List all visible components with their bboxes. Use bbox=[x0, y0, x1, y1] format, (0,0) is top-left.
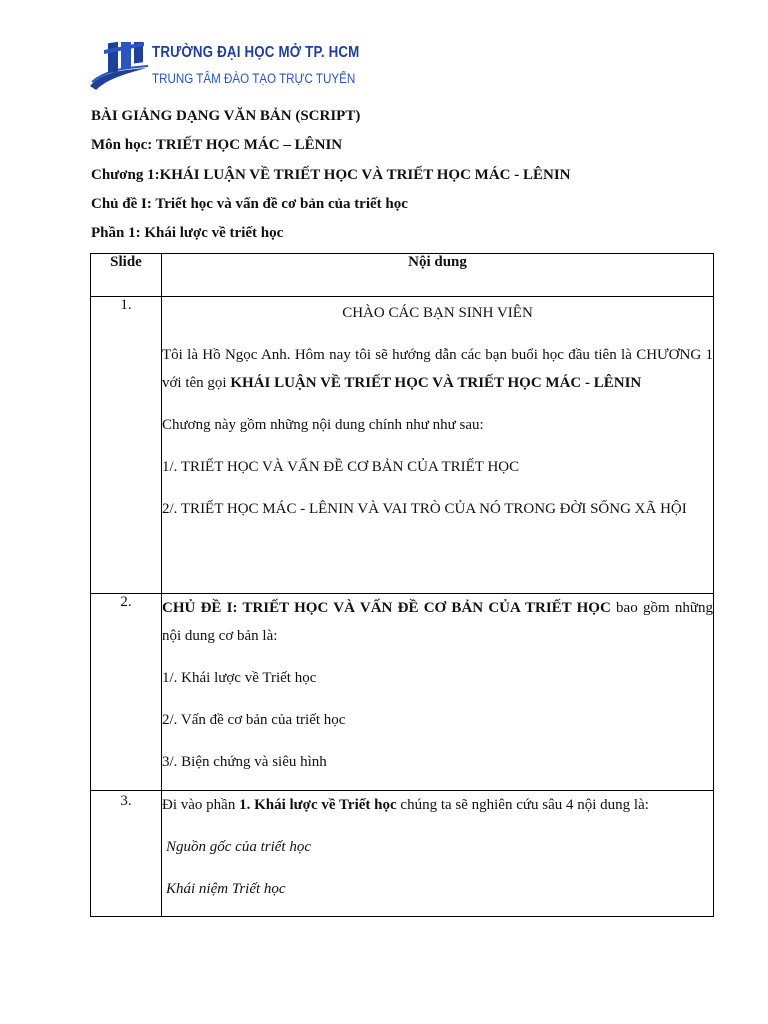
slide-number: 1. bbox=[91, 297, 162, 594]
university-book-icon bbox=[88, 42, 150, 94]
topic-heading: Chủ đề I: Triết học và vấn đề cơ bản của triết học bbox=[91, 196, 408, 212]
logo-center-name: TRUNG TÂM ĐÀO TẠO TRỰC TUYẾN bbox=[152, 71, 356, 86]
slide-content bbox=[162, 594, 714, 791]
part-lead-rest: chúng ta sẽ nghiên cứu sâu 4 nội dung là: bbox=[396, 797, 649, 813]
document-title: BÀI GIẢNG DẠNG VĂN BẢN (SCRIPT) bbox=[91, 108, 361, 124]
part-lead-bold: 1. Khái lược về Triết học bbox=[239, 797, 397, 813]
intro-paragraph bbox=[162, 341, 713, 397]
greeting-text: CHÀO CÁC BẠN SINH VIÊN bbox=[342, 305, 533, 321]
topic-lead-bold: CHỦ ĐỀ I: TRIẾT HỌC VÀ VẤN ĐỀ CƠ BẢN CỦA TRIẾT HỌC bbox=[162, 600, 611, 616]
topic-lead-paragraph bbox=[162, 594, 713, 650]
contents-intro-text: Chương này gồm những nội dung chính như như sau: bbox=[162, 417, 484, 433]
list-item: 1/. Khái lược về Triết học bbox=[162, 670, 317, 686]
topic-lead-text: bao gồm những nội dung cơ bản là: bbox=[162, 600, 713, 644]
column-header-slide: Slide bbox=[91, 254, 162, 297]
logo-university-name: TRƯỜNG ĐẠI HỌC MỞ TP. HCM bbox=[152, 44, 360, 61]
table-row bbox=[91, 594, 714, 791]
script-table bbox=[90, 253, 714, 917]
university-logo bbox=[88, 38, 360, 96]
column-header-content: Nội dung bbox=[162, 254, 714, 297]
chapter-heading: Chương 1:KHÁI LUẬN VỀ TRIẾT HỌC VÀ TRIẾT HỌC MÁC - LÊNIN bbox=[91, 167, 571, 183]
list-item: Khái niệm Triết học bbox=[166, 881, 286, 897]
table-header-row bbox=[91, 254, 714, 297]
part-lead-paragraph bbox=[162, 791, 713, 819]
list-item: 1/. TRIẾT HỌC VÀ VẤN ĐỀ CƠ BẢN CỦA TRIẾT HỌC bbox=[162, 459, 520, 475]
slide-content bbox=[162, 791, 714, 917]
slide-number: 2. bbox=[91, 594, 162, 791]
list-item: Nguồn gốc của triết học bbox=[166, 839, 311, 855]
part-heading: Phần 1: Khái lược về triết học bbox=[91, 225, 284, 241]
slide-number: 3. bbox=[91, 791, 162, 917]
table-row bbox=[91, 791, 714, 917]
subject-heading: Môn học: TRIẾT HỌC MÁC – LÊNIN bbox=[91, 137, 343, 153]
list-item: 3/. Biện chứng và siêu hình bbox=[162, 754, 327, 770]
list-item: 2/. TRIẾT HỌC MÁC - LÊNIN VÀ VAI TRÒ CỦA NÓ TRONG ĐỜI SỐNG XÃ HỘI bbox=[162, 501, 687, 517]
intro-text: Tôi là Hồ Ngọc Anh. Hôm nay tôi sẽ hướng dẫn các bạn buổi học đầu tiên là CHƯƠNG 1 với tên gọi bbox=[162, 347, 713, 391]
table-row bbox=[91, 297, 714, 594]
part-lead-text: Đi vào phần bbox=[162, 797, 240, 813]
list-item: 2/. Vấn đề cơ bản của triết học bbox=[162, 712, 346, 728]
chapter-name-text: KHÁI LUẬN VỀ TRIẾT HỌC VÀ TRIẾT HỌC MÁC - LÊNIN bbox=[230, 375, 642, 391]
slide-content bbox=[162, 297, 714, 594]
